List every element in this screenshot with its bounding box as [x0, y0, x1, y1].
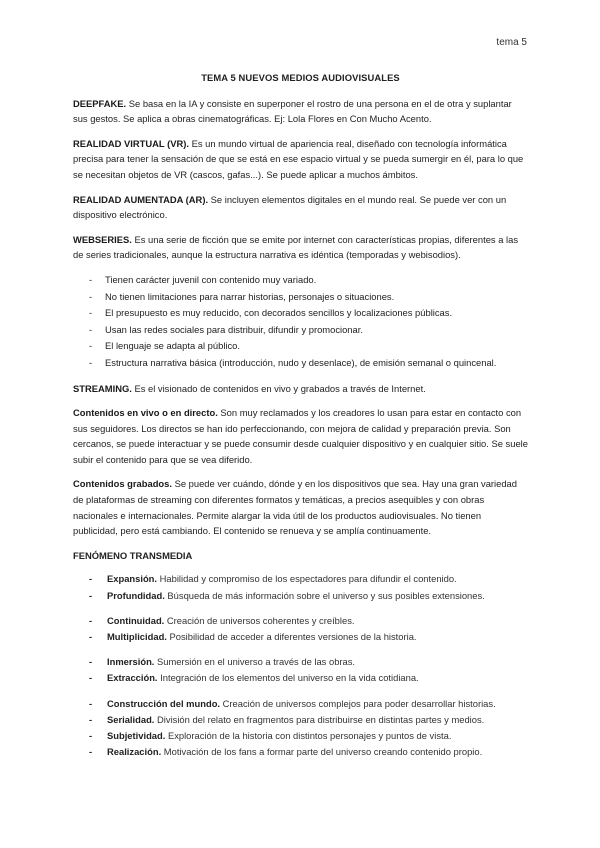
- list-item: [73, 613, 528, 629]
- list-item-text: El presupuesto es muy reducido, con decorados sencillos y localizaciones públicas.: [105, 307, 453, 319]
- list-item-text: Usan las redes sociales para distribuir, difundir y promocionar.: [105, 323, 363, 335]
- text-vr: Es un mundo virtual de apariencia real, diseñado con tecnología informática precisa para tener la sensación de que se está en ese espacio virtual y se pueda sumergir en él, para lo que se necesitan objetos de VR (cascos, gafas...). Se puede aplicar a muchos ámbitos.: [73, 137, 524, 180]
- list-item: [73, 588, 528, 604]
- paragraph-vr: [73, 136, 528, 183]
- transmedia-list: [73, 571, 528, 760]
- transmedia-desc: División del relato en fragmentos para distribuirse en distintas partes y medios.: [154, 713, 485, 725]
- list-dash: -: [89, 589, 93, 601]
- list-dash: -: [89, 713, 93, 725]
- transmedia-term: Profundidad.: [107, 589, 165, 601]
- webseries-list: [73, 272, 528, 372]
- list-item-text: El lenguaje se adapta al público.: [105, 340, 240, 352]
- transmedia-term: Realización.: [107, 746, 162, 758]
- paragraph-live-content: [73, 405, 528, 467]
- transmedia-term: Continuidad.: [107, 614, 165, 626]
- list-dash: -: [89, 672, 93, 684]
- list-dash: -: [89, 340, 93, 352]
- text-live-content: Son muy reclamados y los creadores lo usan para estar en contacto con sus seguidores. Los directos se han ido perfeccionando, con mejora de calidad y preparación previa. Son cercanos, se puede interactuar y se puede consumir desde cualquier dispositivo y en cualquier sitio. Se suele subir el contenido para que se vea diferido.: [73, 407, 528, 465]
- transmedia-desc: Creación de universos coherentes y creíbles.: [164, 614, 355, 626]
- list-item-text: Estructura narrativa básica (introducción, nudo y desenlace), de emisión semanal o quincenal.: [105, 356, 497, 368]
- list-dash: -: [89, 614, 93, 626]
- transmedia-desc: Creación de universos complejos para poder desarrollar historias.: [220, 697, 496, 709]
- text-streaming: Es el visionado de contenidos en vivo y grabados a través de Internet.: [131, 382, 426, 394]
- transmedia-desc: Habilidad y compromiso de los espectadores para difundir el contenido.: [157, 573, 457, 585]
- transmedia-desc: Exploración de la historia con distintos personajes y puntos de vista.: [165, 730, 452, 742]
- term-live-content: Contenidos en vivo o en directo.: [73, 407, 218, 419]
- transmedia-term: Serialidad.: [107, 713, 155, 725]
- document-body: [73, 70, 528, 760]
- list-item: [73, 338, 528, 355]
- list-dash: -: [89, 356, 93, 368]
- document-title: TEMA 5 NUEVOS MEDIOS AUDIOVISUALES: [201, 72, 400, 83]
- list-item: [73, 712, 528, 728]
- list-dash: -: [89, 323, 93, 335]
- transmedia-term: Construcción del mundo.: [107, 697, 221, 709]
- list-dash: -: [89, 697, 93, 709]
- transmedia-desc: Integración de los elementos del universo en la vida cotidiana.: [157, 672, 419, 684]
- list-item: [73, 322, 528, 339]
- list-item: [73, 305, 528, 322]
- transmedia-term: Multiplicidad.: [107, 631, 167, 643]
- paragraph-webseries: [73, 232, 528, 263]
- list-item: [73, 654, 528, 670]
- term-vr: REALIDAD VIRTUAL (VR).: [73, 137, 189, 149]
- list-item: [73, 289, 528, 306]
- paragraph-deepfake: [73, 96, 528, 127]
- transmedia-desc: Motivación de los fans a formar parte del universo creando contenido propio.: [161, 746, 483, 758]
- transmedia-term: Expansión.: [107, 573, 158, 585]
- list-dash: -: [89, 656, 93, 668]
- list-dash: -: [89, 746, 93, 758]
- paragraph-streaming: [73, 381, 528, 397]
- text-webseries: Es una serie de ficción que se emite por internet con características propias, diferentes a las de series tradicionales, aunque la estructura narrativa es idéntica (temporadas y webisodios).: [73, 233, 519, 261]
- text-ar: Se incluyen elementos digitales en el mundo real. Se puede ver con un dispositivo electrónico.: [73, 193, 507, 221]
- list-dash: -: [89, 730, 93, 742]
- transmedia-desc: Posibilidad de acceder a diferentes versiones de la historia.: [166, 631, 417, 643]
- list-item: [73, 728, 528, 744]
- transmedia-term: Subjetividad.: [107, 730, 166, 742]
- list-item: [73, 629, 528, 645]
- list-item: [73, 355, 528, 372]
- list-dash: -: [89, 573, 93, 585]
- term-streaming: STREAMING.: [73, 382, 132, 394]
- list-dash: -: [89, 631, 93, 643]
- list-item: [73, 670, 528, 686]
- term-webseries: WEBSERIES.: [73, 233, 132, 245]
- transmedia-term: Extracción.: [107, 672, 158, 684]
- term-ar: REALIDAD AUMENTADA (AR).: [73, 193, 209, 205]
- transmedia-desc: Búsqueda de más información sobre el universo y sus posibles extensiones.: [164, 589, 485, 601]
- transmedia-term: Inmersión.: [107, 656, 155, 668]
- page-header-label: tema 5: [496, 37, 527, 48]
- list-item: [73, 272, 528, 289]
- text-recorded-content: Se puede ver cuándo, dónde y en los dispositivos que sea. Hay una gran variedad de plataformas de streaming con diferentes formatos y temáticas, a precios asequibles y con obras nacionales e internacionales. Permite alargar la vida útil de los productos audiovisuales. No tienen publicidad, pero está cambiando. El contenido se renueva y se amplía continuamente.: [73, 478, 517, 537]
- term-deepfake: DEEPFAKE.: [73, 97, 127, 109]
- paragraph-recorded-content: [73, 476, 528, 538]
- list-dash: -: [89, 307, 93, 319]
- list-item: [73, 571, 528, 587]
- transmedia-desc: Sumersión en el universo a través de las obras.: [154, 656, 356, 668]
- list-item: [73, 696, 528, 712]
- list-item: [73, 744, 528, 760]
- text-deepfake: Se basa en la IA y consiste en superponer el rostro de una persona en el de otra y suplantar sus gestos. Se aplica a obras cinematográficas. Ej: Lola Flores en Con Mucho Acento.: [73, 97, 512, 125]
- list-item-text: No tienen limitaciones para narrar historias, personajes o situaciones.: [105, 290, 395, 302]
- paragraph-ar: [73, 192, 528, 223]
- transmedia-heading: FENÓMENO TRANSMEDIA: [73, 549, 193, 561]
- list-dash: -: [89, 290, 93, 302]
- list-dash: -: [89, 273, 93, 285]
- term-recorded-content: Contenidos grabados.: [73, 478, 172, 490]
- list-item-text: Tienen carácter juvenil con contenido muy variado.: [105, 273, 317, 285]
